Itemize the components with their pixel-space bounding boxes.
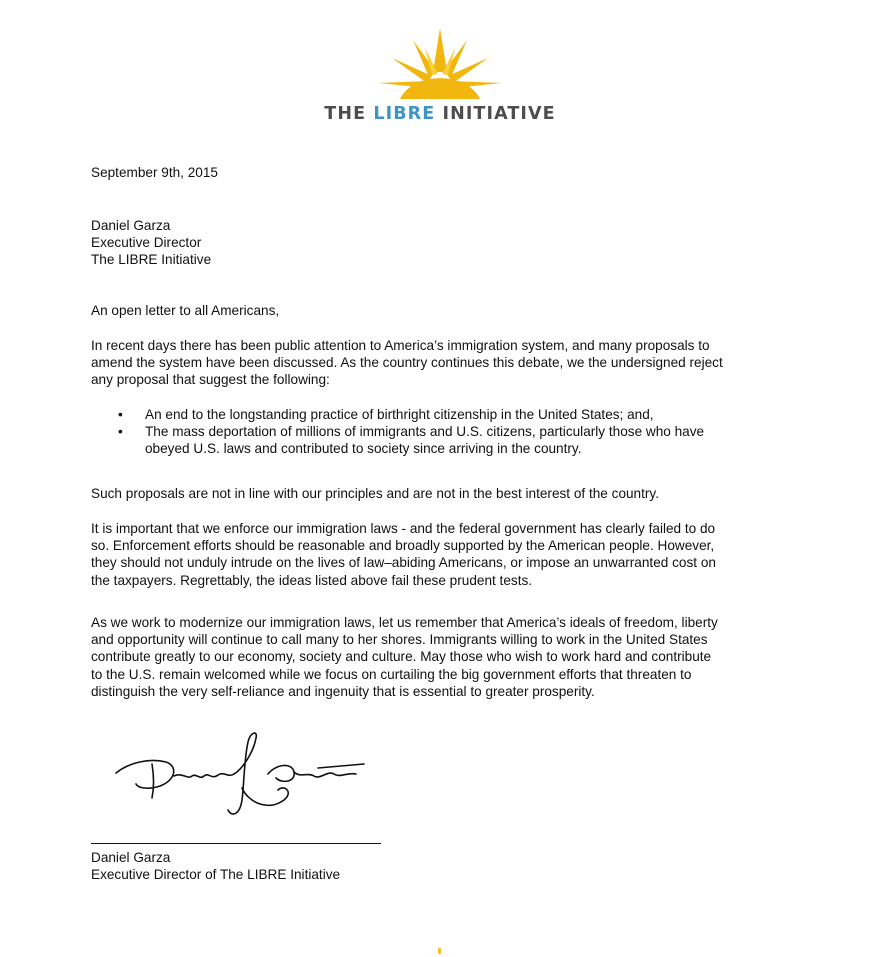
letter-date: September 9th, 2015 [91, 165, 218, 180]
paragraph-intro [91, 337, 811, 389]
handwritten-signature [108, 728, 378, 823]
recipient-block [91, 217, 811, 269]
list-item-text: obeyed U.S. laws and contributed to society since arriving in the country. [145, 441, 582, 457]
paragraph-line: amend the system have been discussed. As the country continues this debate, we the undersigned reject [91, 355, 723, 371]
paragraph-enforcement [91, 520, 811, 589]
paragraph-line: the taxpayers. Regrettably, the ideas listed above fail these prudent tests. [91, 572, 533, 588]
salutation: An open letter to all Americans, [91, 303, 280, 318]
logo-word-libre: LIBRE [373, 104, 436, 124]
signer-title: Executive Director of The LIBRE Initiative [91, 867, 341, 882]
paragraph-line: so. Enforcement efforts should be reasonable and broadly supported by the American people. However, [91, 538, 715, 554]
list-item-text: An end to the longstanding practice of birthright citizenship in the United States; and, [145, 407, 654, 422]
paragraph-line: As we work to modernize our immigration laws, let us remember that America’s ideals of freedom, liberty [91, 615, 718, 630]
logo-sunburst-icon [370, 28, 510, 102]
paragraph-modernize [91, 614, 811, 700]
signer-name: Daniel Garza [91, 850, 171, 865]
logo-word-initiative: INITIATIVE [442, 104, 556, 124]
paragraph-line: In recent days there has been public attention to America’s immigration system, and many proposals to [91, 338, 710, 353]
paragraph-line: any proposal that suggest the following: [91, 372, 330, 388]
bullet-icon: • [118, 424, 123, 440]
paragraph-line: to the U.S. remain welcomed while we focus on curtailing the big government efforts that threaten to [91, 666, 692, 682]
paragraph-line: they should not unduly intrude on the lives of law–abiding Americans, or impose an unwarranted cost on [91, 555, 716, 571]
bullet-icon: • [118, 407, 123, 422]
page-marker [438, 948, 441, 954]
paragraph-line: distinguish the very self-reliance and ingenuity that is essential to greater prosperity. [91, 683, 595, 699]
logo-word-the: THE [324, 104, 367, 124]
recipient-name: Daniel Garza [91, 218, 171, 233]
paragraph-line: It is important that we enforce our immigration laws - and the federal government has clearly failed to do [91, 521, 716, 536]
paragraph-line: and opportunity will continue to call many to her shores. Immigrants willing to work in the United States [91, 632, 708, 648]
list-item [91, 423, 811, 457]
list-item [91, 406, 811, 423]
recipient-org: The LIBRE Initiative [91, 252, 212, 268]
paragraph-principles: Such proposals are not in line with our principles and are not in the best interest of the country. [91, 486, 659, 501]
signature-line [91, 843, 381, 844]
proposal-list [91, 406, 811, 458]
list-item-text: The mass deportation of millions of immigrants and U.S. citizens, particularly those who have [145, 424, 705, 440]
paragraph-line: contribute greatly to our economy, society and culture. May those who wish to work hard and contribute [91, 649, 712, 665]
recipient-title: Executive Director [91, 235, 202, 251]
logo-wordmark [0, 104, 880, 124]
